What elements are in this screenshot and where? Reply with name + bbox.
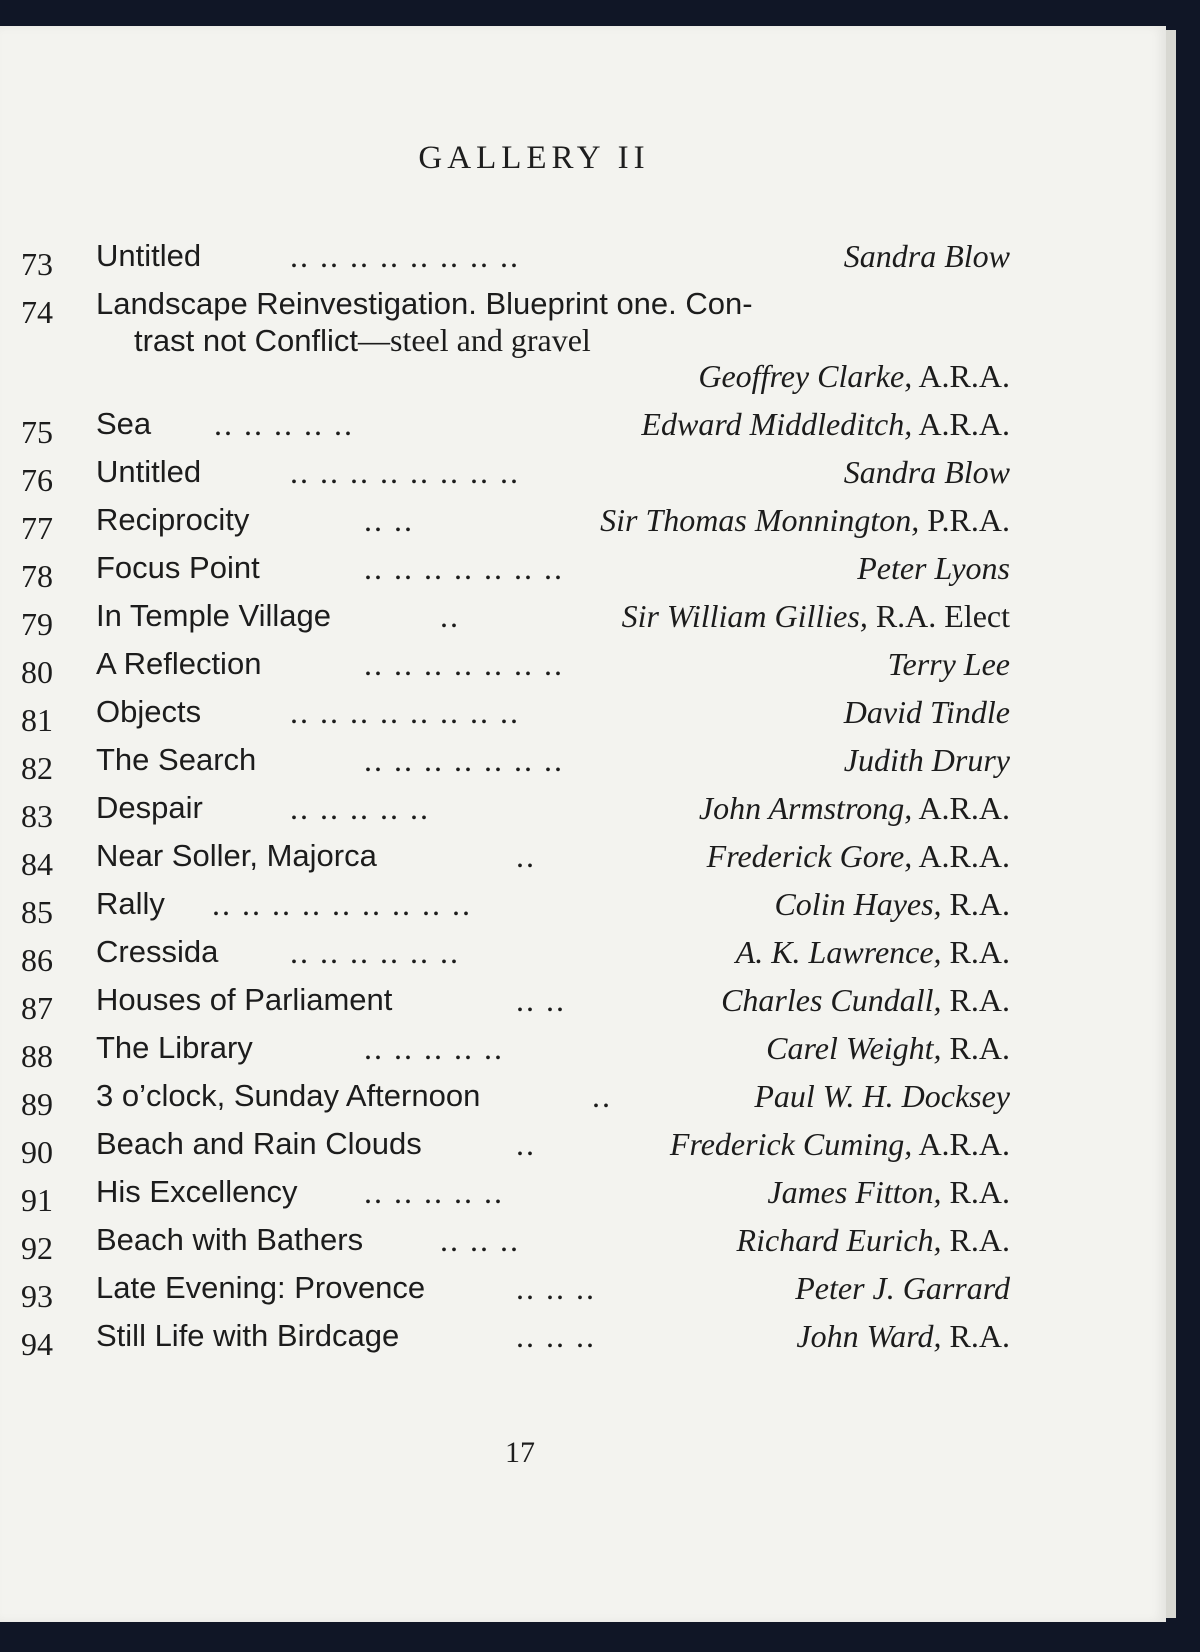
leader-dots: ..	[516, 838, 536, 874]
entry-number: 78	[21, 558, 53, 594]
catalogue-entry	[0, 642, 1010, 690]
leader-dots: .. .. ..	[516, 1270, 596, 1306]
entry-number: 93	[21, 1278, 53, 1314]
leader-dots: ..	[516, 1126, 536, 1162]
entry-artist	[707, 834, 1010, 878]
entry-title: Objects	[96, 694, 202, 729]
entry-number: 89	[21, 1086, 53, 1122]
artist-name: Frederick Gore,	[706, 838, 913, 874]
entry-number: 76	[21, 462, 53, 498]
entry-artist	[698, 354, 1010, 398]
catalogue-entry	[0, 930, 1010, 978]
entry-number: 90	[21, 1134, 53, 1170]
entry-artist	[844, 234, 1010, 278]
entry-artist	[796, 1314, 1010, 1358]
artist-name: David Tindle	[843, 694, 1010, 730]
entry-title: Sea	[96, 406, 152, 441]
entry-title: A Reflection	[96, 646, 262, 681]
title-continuation-sans: trast not Conflict	[134, 323, 358, 358]
artist-suffix: P.R.A.	[919, 502, 1010, 538]
artist-name: Sir William Gillies,	[621, 598, 868, 634]
entry-title: In Temple Village	[96, 598, 331, 633]
catalogue-entry	[0, 1074, 1010, 1122]
entry-title: Beach with Bathers	[96, 1222, 364, 1257]
gallery-heading: GALLERY II	[418, 140, 650, 176]
artist-name: Richard Eurich,	[736, 1222, 942, 1258]
entry-artist	[622, 594, 1010, 638]
entry-artist	[600, 498, 1010, 542]
entry-number: 88	[21, 1038, 53, 1074]
entry-number: 82	[21, 750, 53, 786]
entry-artist	[844, 690, 1010, 734]
entry-title: Despair	[96, 790, 203, 825]
page-edge	[1166, 30, 1176, 1618]
entry-artist	[641, 402, 1010, 446]
artist-suffix: A.R.A.	[912, 406, 1010, 442]
entry-title: The Search	[96, 742, 257, 777]
entry-title: His Excellency	[96, 1174, 298, 1209]
artist-suffix: A.R.A.	[912, 1126, 1010, 1162]
artist-name: Peter J. Garrard	[795, 1270, 1010, 1306]
leader-dots: .. .. .. .. .. .. ..	[364, 742, 564, 778]
catalogue-entry	[0, 882, 1010, 930]
entry-number: 85	[21, 894, 53, 930]
artist-name: John Armstrong,	[698, 790, 913, 826]
catalogue-entry	[0, 786, 1010, 834]
entry-number: 84	[21, 846, 53, 882]
catalogue-entry	[0, 1170, 1010, 1218]
artist-name: Peter Lyons	[857, 550, 1010, 586]
catalogue-entry	[0, 546, 1010, 594]
entry-title: The Library	[96, 1030, 253, 1065]
entry-number: 73	[21, 246, 53, 282]
leader-dots: .. .. .. .. .. .. ..	[364, 646, 564, 682]
catalogue-entry	[0, 1266, 1010, 1314]
artist-suffix: A.R.A.	[912, 358, 1010, 394]
leader-dots: .. .. .. .. .. .. .. ..	[290, 694, 520, 730]
leader-dots: .. .. .. .. ..	[214, 406, 354, 442]
entry-title: Near Soller, Majorca	[96, 838, 377, 873]
entry-artist	[721, 978, 1010, 1022]
leader-dots: .. .. .. .. .. .. .. ..	[290, 454, 520, 490]
artist-name: Sir Thomas Monnington,	[600, 502, 920, 538]
leader-dots: .. .. .. .. ..	[290, 790, 430, 826]
catalogue-entry	[0, 234, 1010, 282]
artist-suffix: R.A.	[941, 1174, 1010, 1210]
leader-dots: .. .. ..	[516, 1318, 596, 1354]
entry-title: Focus Point	[96, 550, 260, 585]
catalogue-entry	[0, 1026, 1010, 1074]
entry-title: Still Life with Birdcage	[96, 1318, 400, 1353]
leader-dots: .. .. .. .. ..	[364, 1174, 504, 1210]
leader-dots: .. .. .. .. ..	[364, 1030, 504, 1066]
artist-suffix: R.A.	[941, 1030, 1010, 1066]
entry-artist	[857, 546, 1010, 590]
entry-number: 92	[21, 1230, 53, 1266]
entry-artist	[844, 450, 1010, 494]
leader-dots: .. .. .. .. .. .. .. ..	[290, 238, 520, 274]
entry-number: 86	[21, 942, 53, 978]
artist-suffix: R.A.	[941, 1318, 1010, 1354]
entry-number: 81	[21, 702, 53, 738]
entry-artist	[888, 642, 1010, 686]
catalogue-entry-artist-line	[0, 354, 1010, 398]
artist-suffix: R.A.	[941, 1222, 1010, 1258]
entry-artist	[767, 1170, 1010, 1214]
catalogue-page	[0, 26, 1166, 1622]
entry-artist	[736, 930, 1010, 974]
artist-name: Carel Weight,	[766, 1030, 942, 1066]
leader-dots: .. ..	[364, 502, 414, 538]
artist-name: Judith Drury	[843, 742, 1010, 778]
catalogue-entry	[0, 834, 1010, 882]
catalogue-entry	[0, 450, 1010, 498]
entry-title: Late Evening: Provence	[96, 1270, 426, 1305]
catalogue-entry	[0, 498, 1010, 546]
leader-dots: ..	[440, 598, 460, 634]
catalogue-entry	[0, 1122, 1010, 1170]
artist-name: Charles Cundall,	[721, 982, 942, 1018]
entry-title: Rally	[96, 886, 165, 921]
entry-artist	[766, 1026, 1010, 1070]
artist-suffix: A.R.A.	[912, 790, 1010, 826]
catalogue-entry	[0, 1218, 1010, 1266]
artist-suffix: R.A.	[941, 934, 1010, 970]
catalogue-entry	[0, 402, 1010, 450]
artist-name: Sandra Blow	[843, 454, 1010, 490]
entry-number: 87	[21, 990, 53, 1026]
page-number: 17	[505, 1436, 535, 1469]
entry-title: Untitled	[96, 454, 202, 489]
artist-name: Paul W. H. Docksey	[754, 1078, 1010, 1114]
artist-name: A. K. Lawrence,	[735, 934, 942, 970]
catalogue-entry	[0, 978, 1010, 1026]
entry-title: Cressida	[96, 934, 219, 969]
entry-artist	[795, 1266, 1010, 1310]
artist-suffix: R.A.	[941, 886, 1010, 922]
entry-number: 77	[21, 510, 53, 546]
catalogue-entry	[0, 690, 1010, 738]
entry-number: 83	[21, 798, 53, 834]
entry-number: 91	[21, 1182, 53, 1218]
entry-number: 79	[21, 606, 53, 642]
entry-title: Landscape Reinvestigation. Blueprint one. Con-	[96, 286, 753, 321]
entry-artist	[670, 1122, 1010, 1166]
leader-dots: ..	[592, 1078, 612, 1114]
entry-artist	[844, 738, 1010, 782]
artist-name: Geoffrey Clarke,	[698, 358, 913, 394]
entry-title: Reciprocity	[96, 502, 250, 537]
artist-name: Frederick Cuming,	[669, 1126, 913, 1162]
catalogue-entry	[0, 738, 1010, 786]
entry-title: 3 o’clock, Sunday Afternoon	[96, 1078, 481, 1113]
entry-title: Houses of Parliament	[96, 982, 393, 1017]
entry-artist	[737, 1218, 1010, 1262]
catalogue-entry	[0, 1314, 1010, 1362]
entry-title: Beach and Rain Clouds	[96, 1126, 422, 1161]
artist-name: Colin Hayes,	[774, 886, 942, 922]
catalogue-entry	[0, 594, 1010, 642]
entry-artist	[754, 1074, 1010, 1118]
leader-dots: .. .. .. .. .. .. ..	[364, 550, 564, 586]
entry-artist	[774, 882, 1010, 926]
entry-number: 94	[21, 1326, 53, 1362]
artist-name: Sandra Blow	[843, 238, 1010, 274]
artist-suffix: R.A. Elect	[867, 598, 1010, 634]
leader-dots: .. .. .. .. .. .. .. .. ..	[212, 886, 472, 922]
artist-name: Terry Lee	[887, 646, 1010, 682]
leader-dots: .. .. ..	[440, 1222, 520, 1258]
artist-name: James Fitton,	[767, 1174, 942, 1210]
title-continuation-serif: —steel and gravel	[357, 322, 591, 358]
entry-title: Untitled	[96, 238, 202, 273]
entry-artist	[699, 786, 1010, 830]
entry-number: 74	[21, 294, 53, 330]
leader-dots: .. .. .. .. .. ..	[290, 934, 460, 970]
artist-name: John Ward,	[796, 1318, 942, 1354]
entry-number: 80	[21, 654, 53, 690]
artist-suffix: A.R.A.	[912, 838, 1010, 874]
artist-name: Edward Middleditch,	[641, 406, 913, 442]
artist-suffix: R.A.	[941, 982, 1010, 1018]
leader-dots: .. ..	[516, 982, 566, 1018]
entry-number: 75	[21, 414, 53, 450]
